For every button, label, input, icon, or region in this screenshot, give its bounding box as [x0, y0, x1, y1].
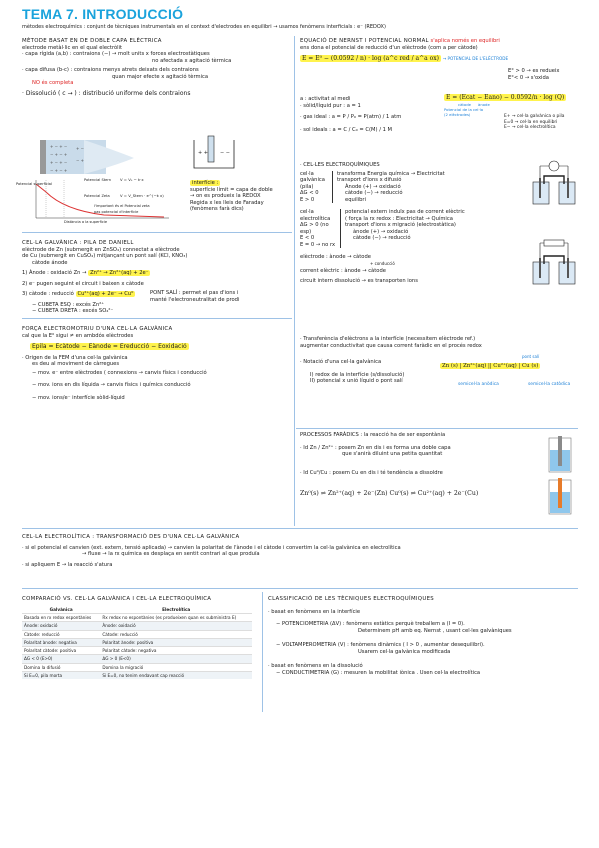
electrochemical-cells: [300, 162, 530, 285]
cell-notation: Zn (s) | Zn²⁺(aq) || Cu²⁺(aq) | Cu (s): [442, 363, 539, 369]
text-line: Usarem cel·la galvànica modificada: [358, 648, 451, 655]
classification-section: [268, 596, 578, 676]
text-line: a : activitat al medi: [300, 96, 351, 102]
svg-text:+ − + −: + − + −: [50, 160, 68, 165]
text-line: → fluxe → la rx química es desplaça en sentit contrari al que produïa: [82, 551, 260, 558]
text-line: · Dissolució ( c → ) : distribució uniforme dels contraions: [22, 89, 191, 97]
svg-text:− −: − −: [220, 150, 230, 156]
intro-line: mètodes electroquímics : conjunt de tècniques instrumentals en el context d'electrodes en equilibri → usamos fenòmens interficials : e⁻ (REDOX): [22, 24, 386, 30]
text-line: equilibri: [345, 196, 366, 203]
text-line: quan major efecte x agitació tèrmica: [112, 73, 209, 80]
text-line: ànode (+) → oxidació: [353, 228, 409, 235]
daniell-cell-section: [22, 240, 292, 315]
text-line: 3) càtode : reducció: [22, 291, 74, 298]
cathodic-half-cell-label: semicel·la catòdica: [528, 382, 571, 387]
text-line: corrent elèctric : ànode → càtode: [300, 267, 386, 274]
anodic-half-cell-label: semicel·la anòdica: [458, 382, 499, 387]
svg-text:− +: − +: [76, 158, 84, 163]
beaker-figures: [545, 434, 575, 518]
text-line: cel·la galvànica (pila): [300, 170, 325, 190]
table-cell: Ànode: oxidació: [100, 622, 252, 630]
text-line: elèctrode : ànode → càtode: [300, 254, 371, 260]
nernst-equation: E = E⁰ − (0.0592 / n) · log (a^c red / a^a ox): [302, 55, 439, 63]
text-line: ΔG > 0 (no esp): [300, 222, 329, 235]
text-line: − mov. e⁻ entre elèctrodes ( connexions →: [32, 369, 143, 376]
text-line: · Notació d'una cel·la galvànica: [300, 359, 382, 365]
text-line: ens dona el potencial de reducció d'un elèctrode (com a per càtode): [300, 44, 478, 51]
notation-section: [300, 336, 580, 385]
table-cell: Domina la migració: [100, 663, 252, 671]
electrolytic-transformation: [22, 534, 578, 568]
text-line: càtode: [458, 102, 471, 107]
text-line: · Transferència d'elèctrons a la interfície (necessitem elèctrode ref.): [300, 336, 476, 342]
double-layer-figure: [16, 140, 174, 224]
cathode-reaction: Cu²⁺(aq) + 2e⁻ → Cu⁰: [77, 291, 134, 298]
text-line: − CUBETA DRETA : excés SO₄²⁻: [32, 308, 114, 315]
text-line: Determinem pH amb eq. Nernst , usant cel·les galvàniques: [358, 627, 512, 634]
text-line: transforma Energia química → Electricitat: [337, 170, 445, 177]
interface-label: interfície :: [192, 180, 219, 186]
table-row: [22, 647, 252, 655]
text-line: que s'anirà diluint una petita quantitat: [342, 451, 443, 457]
interface-note: [190, 180, 294, 213]
text-line: cal que la E⁰ sigui ≠ en ambdós elèctrodes: [22, 332, 134, 339]
text-line: · si el potencial el canvien (ext. extern, tensió aplicada) → canvien la polaritat de l'ànode i el càtode i convertim la cel·la galvànica en electrolítica: [22, 544, 401, 551]
text-line: elèctrode de Zn (submergit en ZnSO₄) connectat a elèctrode: [22, 246, 180, 253]
text-line: es deu al moviment de càrregues: [32, 361, 120, 368]
svg-text:− + − +: − + − +: [50, 168, 68, 173]
faradaic-section: [300, 432, 530, 498]
section-heading: CLASSIFICACIÓ DE LES TÈCNIQUES ELECTROQUÍMIQUES: [268, 596, 434, 602]
divider: [22, 232, 292, 233]
emf-equation: Epila = Ecàtode − Eànode = Ereducció − Eoxidació: [32, 343, 187, 351]
text-line: cel·la electrolítica: [300, 209, 331, 222]
figure-label: Distància a la superfície: [64, 220, 108, 224]
text-line: Ànode (+) → oxidació: [345, 183, 401, 190]
text-line: PONT SALÍ : permet el pas d'ions i: [150, 290, 239, 296]
figure-note: l'important és el Potencial zeta: [94, 204, 150, 208]
table-cell: Càtode: reducció: [22, 630, 100, 638]
table-row: [22, 671, 252, 679]
column-header: Galvànica: [49, 606, 73, 612]
text-line: ànode: [478, 102, 490, 107]
sign-notes: [508, 68, 560, 81]
section-heading: COMPARACIÓ VS. CEL·LA GALVÀNICA I CEL·LA ELECTROQUÍMICA: [22, 596, 212, 602]
page-title: TEMA 7. INTRODUCCIÓ: [22, 6, 184, 22]
text-line: · capa difusa (b-c) : contraions menys atrets deixats dels contraions: [22, 67, 199, 74]
text-line: circuit intern dissolució → es transporten ions: [300, 278, 418, 284]
text-line: potencial extern induïx pas de corrent elèctric: [345, 209, 465, 215]
text-line: E+ → cel·la galvànica o pila: [504, 114, 565, 119]
table-cell: Domina la difusió: [22, 663, 100, 671]
comparison-section: [22, 596, 252, 679]
table-cell: Polaritat ànode: negativa: [22, 638, 100, 646]
zn-equilibrium: Zn⁰(s) ⇌ Zn²⁺(aq) + 2e⁻(Zn): [300, 490, 388, 497]
table-cell: Si E=0, pila morta: [22, 671, 100, 679]
double-layer-section: [22, 38, 292, 97]
table-row: [22, 622, 252, 630]
text-line: · Id Zn / Zn²⁺ : posem Zn en dis i es forma una doble capa: [300, 444, 451, 451]
nernst-note: s'aplica només en equilibri: [430, 38, 500, 44]
text-line: · si apliquem E → la reacció s'atura: [22, 561, 113, 568]
divider: [22, 318, 292, 319]
electrode-sketch: [186, 134, 246, 174]
text-line: càtode ánode: [32, 259, 68, 266]
divider: [22, 528, 578, 529]
text-line: E < 0: [300, 235, 315, 241]
divider: [296, 428, 578, 429]
section-heading: EQUACIÓ DE NERNST I POTENCIAL NORMAL: [300, 38, 429, 44]
text-line: E− → cel·la electrolítica: [504, 125, 556, 130]
text-line: de Cu (submergit en CuSO₄) mitjançant un pont salí (KCl, KNO₃): [22, 253, 188, 260]
table-cell: Basada en rx redox espontànies: [22, 614, 100, 622]
text-line: E=0 → cel·la en equilibri: [504, 119, 558, 125]
section-heading: CEL·LA GALVÀNICA : PILA DE DANIELL: [22, 240, 134, 246]
table-cell: Si E=0, no tenim endavant cap reacció: [100, 671, 252, 679]
text-line: canvis físics i químics conducció: [106, 382, 191, 389]
text-line: E > 0: [300, 196, 315, 203]
text-line: · capa rígida (a,b) : contraions (−) → molt units x forces electrostàtiques: [22, 51, 210, 58]
figure-note: pas potencial d'interfície: [94, 210, 139, 214]
table-cell: Polaritat càtode: positiva: [22, 647, 100, 655]
text-line: − CONDUCTIMETRIA (G) : mesuren la mobilitat iònica . Usen cel·la electrolítica: [276, 669, 481, 676]
text-line: NO és completa: [32, 80, 74, 87]
text-line: E = 0 → no rx: [300, 241, 336, 248]
table-row: [22, 638, 252, 646]
column-divider: [294, 36, 295, 526]
cell-potential-equation: E = (Ecat − Eano) − 0.0592/n · log (Q): [446, 94, 565, 101]
table-row: [22, 630, 252, 638]
figure-equation: V = V₀ − k·x: [120, 177, 144, 182]
table-row: [22, 655, 252, 663]
text-line: ΔG < 0: [300, 190, 319, 196]
section-heading: PROCESSOS FARÀDICS : la reacció ha de ser espontània: [300, 432, 446, 438]
text-line: E° > 0 → es redueix: [508, 68, 560, 74]
section-heading: CEL·LA ELECTROLÍTICA : TRANSFORMACIÓ DES D'UNA CEL·LA GALVÀNICA: [22, 534, 240, 540]
text-line: E°< 0 → s'oxida: [508, 74, 549, 81]
cell-potential-block: [444, 94, 578, 130]
comparison-table: [22, 606, 252, 679]
anode-reaction: Zn²⁺ → Zn²⁺(aq) + 2e⁻: [90, 270, 149, 277]
text-line: · Origen de la FEM d'una cel·la galvànica: [22, 354, 128, 361]
text-line: · gas ideal : a = P / P₀ = P(atm) / 1 atm: [300, 114, 402, 120]
figure-label: Potencial Stern: [84, 178, 112, 182]
figure-label: Potencial Zeta: [84, 194, 110, 198]
text-line: · sol ideals : a = C / C₀ = C(M) / 1 M: [300, 126, 393, 133]
galvanic-cell-sketch: [530, 158, 578, 212]
text-line: manté l'electroneutralitat de prodi: [150, 296, 240, 303]
section-heading: MÈTODE BASAT EN DE DOBLE CAPA ELÈCTRICA: [22, 38, 162, 44]
section-heading: FORÇA ELECTROMOTRIU D'UNA CEL·LA GALVÀNICA: [22, 326, 173, 332]
text-line: − mov. ions/e⁻ interfície sòlid-líquid: [32, 394, 125, 401]
text-line: − VOLTAMPEROMETRIA (V) : fenòmens dinàmics ( I > 0 , aumentar desequilibri).: [276, 642, 485, 649]
salt-bridge-label: pont salí: [522, 354, 540, 359]
text-line: Potencial de la cel·la (2 elèctrodes): [444, 107, 484, 117]
text-line: − CUBETA ESQ : excés Zn²⁺: [32, 301, 105, 308]
activity-notes: [300, 96, 430, 133]
text-line: transport d'ions x migració (electrostàtica): [345, 222, 456, 228]
svg-text:+ +: + +: [198, 150, 208, 156]
text-line: no afectada x agitació tèrmica: [152, 57, 232, 64]
text-line: transport d'ions x difusió: [337, 177, 402, 183]
text-line: · basat en fenòmens en la dissolució: [268, 663, 363, 670]
text-line: · basat en fenòmens en la interfície: [268, 608, 361, 615]
text-line: → on es produeix la REDOX: [190, 193, 261, 199]
table-cell: Càtode: reducció: [100, 630, 252, 638]
text-line: (fenòmens farà dics): [190, 206, 244, 212]
electrolytic-cell-sketch: [530, 238, 578, 292]
text-line: Regida x les lleis de Faraday: [190, 199, 264, 206]
table-cell: ΔG < 0 (E>0): [22, 655, 100, 663]
column-divider: [262, 592, 263, 712]
figure-equation: V = V_Stern · e^(−k x): [120, 193, 164, 198]
table-row: [22, 663, 252, 671]
svg-text:+ −: + −: [76, 146, 84, 151]
divider: [22, 588, 578, 589]
cu-equilibrium: Cu⁰(s) ⇌ Cu²⁺(aq) + 2e⁻(Cu): [389, 490, 479, 497]
section-heading: · CEL·LES ELECTROQUÍMIQUES: [300, 162, 380, 168]
table-cell: Ànode: oxidació: [22, 622, 100, 630]
text-line: − POTENCIOMETRIA (ΔV) : fenòmens estàtics perquè treballem a (I = 0).: [276, 621, 465, 628]
nernst-section: [300, 38, 580, 63]
text-line: càtode (−) → reducció: [345, 190, 403, 196]
column-header: Electrolítica: [162, 606, 191, 612]
text-line: · sòlid/líquid pur : a = 1: [300, 102, 361, 109]
text-line: electrode metàl·lic en el qual electròlit: [22, 44, 123, 51]
svg-text:− + − +: − + − +: [50, 152, 68, 157]
text-line: superfície límit = capa de doble: [190, 186, 273, 193]
text-line: 1) Ànode : oxidació Zn →: [22, 270, 87, 277]
text-line: + conducció: [370, 260, 395, 266]
text-line: ( força la rx redox : Electricitat → Química: [345, 215, 453, 222]
table-row: [22, 614, 252, 622]
text-line: càtode (−) → reducció: [353, 235, 411, 241]
table-cell: Rx redox no espontànies (es produeixen quan es subministra E): [100, 614, 252, 622]
text-line: 2) e⁻ pugen seguint el circuit i baixen x càtode: [22, 280, 144, 287]
svg-text:+ − + −: + − + −: [50, 144, 68, 149]
text-line: II) potencial x unió líquid o pont salí: [310, 378, 403, 384]
table-cell: ΔG > 0 (E<0): [100, 655, 252, 663]
text-line: canvis físics i conducció: [144, 369, 207, 376]
table-cell: Polaritat ànode: positiva: [100, 638, 252, 646]
text-line: − mov. ions en dis líquida →: [32, 382, 106, 389]
salt-bridge-note: [150, 290, 292, 303]
table-cell: Polaritat càtode: negativa: [100, 647, 252, 655]
figure-label: Potencial superficial: [16, 182, 53, 186]
text-line: · Id Cu⁰/Cu : posem Cu en dis i té tendència a dissoldre: [300, 469, 443, 476]
text-line: → POTENCIAL DE L'ELÈCTRODE: [442, 56, 509, 62]
text-line: I) redox de la interfície (s/dissolució): [310, 371, 405, 378]
emf-section: [22, 326, 292, 401]
text-line: augmentar conductivitat que causa corrent faràdic en el procés redox: [300, 342, 482, 349]
